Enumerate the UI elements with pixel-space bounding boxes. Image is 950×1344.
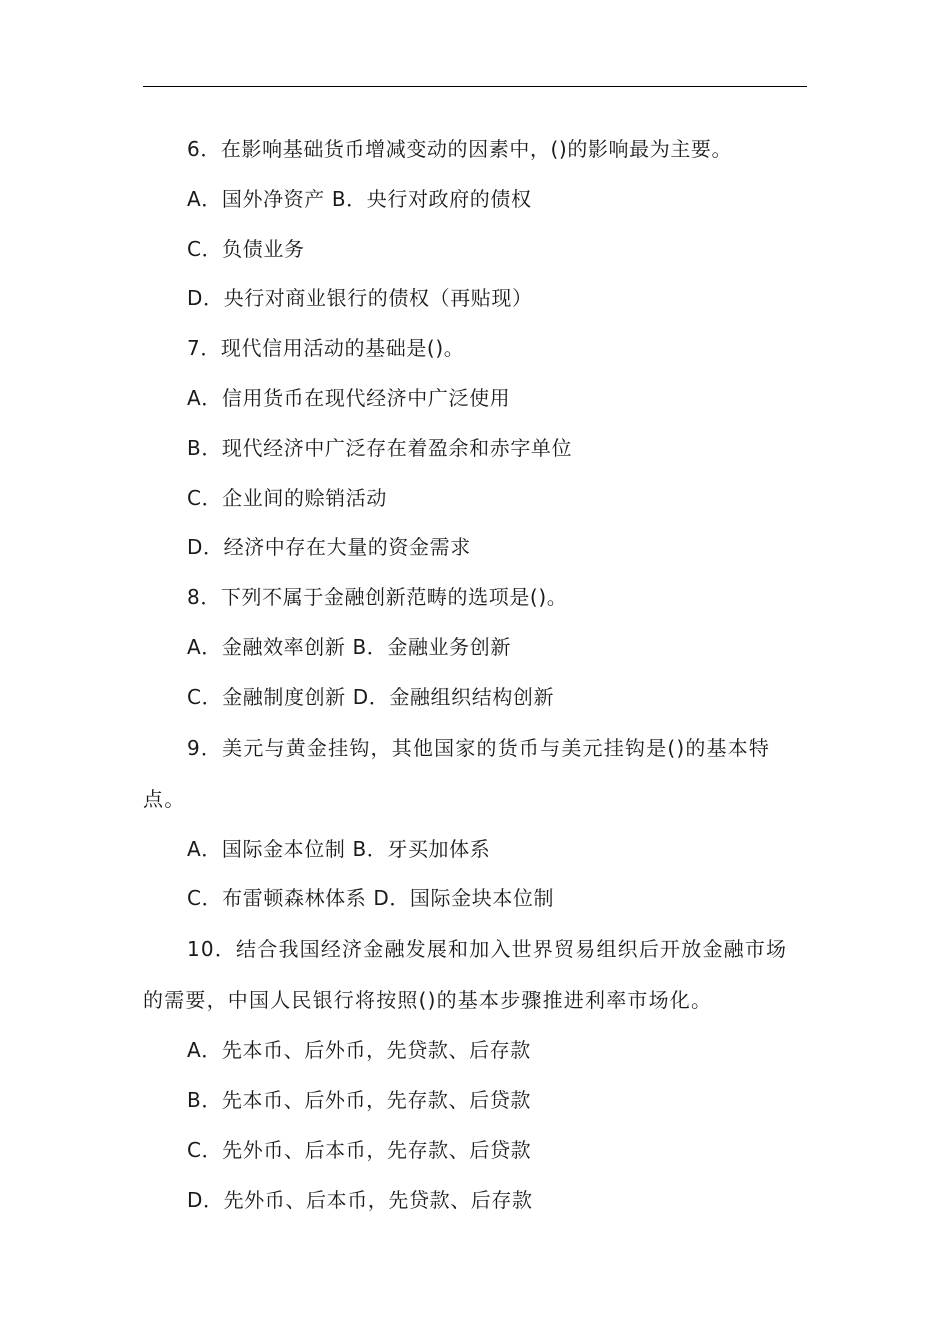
question-6-option-d: D．央行对商业银行的债权（再贴现） xyxy=(187,286,533,311)
question-7: 7．现代信用活动的基础是()。 xyxy=(187,336,465,361)
question-8: 8．下列不属于金融创新范畴的选项是()。 xyxy=(187,585,568,610)
question-10-option-d: D．先外币、后本币，先贷款、后存款 xyxy=(187,1187,533,1212)
question-10-option-a: A．先本币、后外币，先贷款、后存款 xyxy=(187,1038,531,1063)
question-9-option-ab: A．国际金本位制 B．牙买加体系 xyxy=(187,836,491,861)
question-6-option-ab: A．国外净资产 B．央行对政府的债权 xyxy=(187,186,532,211)
question-10: 10．结合我国经济金融发展和加入世界贸易组织后开放金融市场的需要，中国人民银行将按照()的基本步骤推进利率市场化。 xyxy=(143,937,788,1013)
question-8-option-cd: C．金融制度创新 D．金融组织结构创新 xyxy=(187,684,555,709)
document-body xyxy=(143,125,807,1225)
question-6-option-c: C．负债业务 xyxy=(187,236,305,261)
header-rule xyxy=(143,86,807,87)
question-7-option-b: B．现代经济中广泛存在着盈余和赤字单位 xyxy=(187,435,573,460)
question-7-option-a: A．信用货币在现代经济中广泛使用 xyxy=(187,385,511,410)
question-7-option-d: D．经济中存在大量的资金需求 xyxy=(187,535,471,560)
question-7-option-c: C．企业间的赊销活动 xyxy=(187,485,387,510)
question-8-option-ab: A．金融效率创新 B．金融业务创新 xyxy=(187,634,511,659)
question-10-option-b: B．先本币、后外币，先存款、后贷款 xyxy=(187,1087,531,1112)
question-6: 6．在影响基础货币增减变动的因素中，()的影响最为主要。 xyxy=(187,137,733,161)
question-9: 9．美元与黄金挂钩，其他国家的货币与美元挂钩是()的基本特点。 xyxy=(143,735,771,811)
question-9-option-cd: C．布雷顿森林体系 D．国际金块本位制 xyxy=(187,886,555,911)
question-10-option-c: C．先外币、后本币，先存款、后贷款 xyxy=(187,1137,532,1162)
